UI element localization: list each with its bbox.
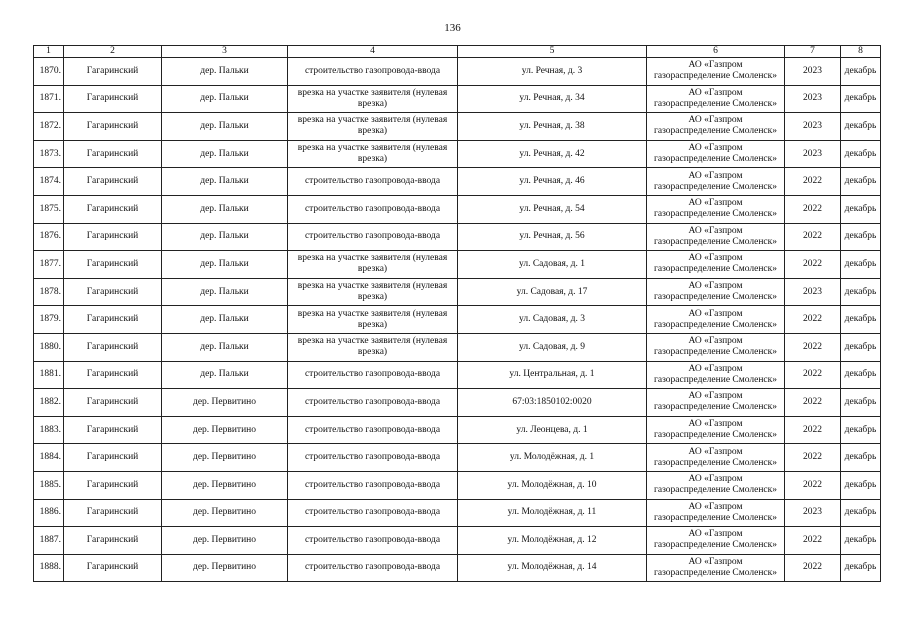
address-cell: ул. Садовая, д. 1: [458, 251, 647, 279]
work-type-cell: врезка на участке заявителя (нулевая врезка): [288, 85, 458, 113]
district-cell: Гагаринский: [64, 416, 162, 444]
year-cell: 2023: [785, 113, 841, 141]
district-cell: Гагаринский: [64, 195, 162, 223]
row-number-cell: 1888.: [34, 554, 64, 582]
organization-cell: АО «Газпром газораспределение Смоленск»: [647, 361, 785, 389]
address-cell: 67:03:1850102:0020: [458, 389, 647, 417]
work-type-cell: строительство газопровода-ввода: [288, 527, 458, 555]
table-body: [34, 58, 881, 582]
settlement-cell: дер. Первитино: [162, 499, 288, 527]
year-cell: 2023: [785, 499, 841, 527]
work-type-cell: врезка на участке заявителя (нулевая врезка): [288, 306, 458, 334]
table-row: [34, 333, 881, 361]
month-cell: декабрь: [841, 223, 881, 251]
row-number-cell: 1872.: [34, 113, 64, 141]
year-cell: 2022: [785, 361, 841, 389]
organization-cell: АО «Газпром газораспределение Смоленск»: [647, 58, 785, 86]
organization-cell: АО «Газпром газораспределение Смоленск»: [647, 554, 785, 582]
district-cell: Гагаринский: [64, 361, 162, 389]
header-row: [34, 46, 881, 58]
work-type-cell: врезка на участке заявителя (нулевая врезка): [288, 113, 458, 141]
address-cell: ул. Садовая, д. 17: [458, 278, 647, 306]
district-cell: Гагаринский: [64, 471, 162, 499]
work-type-cell: врезка на участке заявителя (нулевая врезка): [288, 333, 458, 361]
column-header: 1: [34, 46, 64, 58]
row-number-cell: 1884.: [34, 444, 64, 472]
district-cell: Гагаринский: [64, 278, 162, 306]
address-cell: ул. Речная, д. 42: [458, 140, 647, 168]
address-cell: ул. Молодёжная, д. 1: [458, 444, 647, 472]
settlement-cell: дер. Первитино: [162, 554, 288, 582]
settlement-cell: дер. Пальки: [162, 168, 288, 196]
month-cell: декабрь: [841, 140, 881, 168]
organization-cell: АО «Газпром газораспределение Смоленск»: [647, 195, 785, 223]
settlement-cell: дер. Пальки: [162, 113, 288, 141]
month-cell: декабрь: [841, 251, 881, 279]
work-type-cell: врезка на участке заявителя (нулевая врезка): [288, 278, 458, 306]
organization-cell: АО «Газпром газораспределение Смоленск»: [647, 444, 785, 472]
settlement-cell: дер. Пальки: [162, 361, 288, 389]
organization-cell: АО «Газпром газораспределение Смоленск»: [647, 223, 785, 251]
year-cell: 2022: [785, 389, 841, 417]
column-header: 3: [162, 46, 288, 58]
year-cell: 2022: [785, 251, 841, 279]
row-number-cell: 1871.: [34, 85, 64, 113]
work-type-cell: строительство газопровода-ввода: [288, 444, 458, 472]
address-cell: ул. Речная, д. 34: [458, 85, 647, 113]
table-row: [34, 527, 881, 555]
settlement-cell: дер. Первитино: [162, 389, 288, 417]
district-cell: Гагаринский: [64, 527, 162, 555]
month-cell: декабрь: [841, 58, 881, 86]
month-cell: декабрь: [841, 554, 881, 582]
settlement-cell: дер. Пальки: [162, 58, 288, 86]
page-number: 136: [444, 22, 461, 34]
work-type-cell: строительство газопровода-ввода: [288, 58, 458, 86]
month-cell: декабрь: [841, 306, 881, 334]
settlement-cell: дер. Пальки: [162, 223, 288, 251]
organization-cell: АО «Газпром газораспределение Смоленск»: [647, 113, 785, 141]
table-row: [34, 113, 881, 141]
organization-cell: АО «Газпром газораспределение Смоленск»: [647, 85, 785, 113]
organization-cell: АО «Газпром газораспределение Смоленск»: [647, 306, 785, 334]
table-row: [34, 444, 881, 472]
table-row: [34, 278, 881, 306]
district-cell: Гагаринский: [64, 306, 162, 334]
month-cell: декабрь: [841, 168, 881, 196]
settlement-cell: дер. Первитино: [162, 527, 288, 555]
row-number-cell: 1877.: [34, 251, 64, 279]
district-cell: Гагаринский: [64, 85, 162, 113]
work-type-cell: строительство газопровода-ввода: [288, 195, 458, 223]
table-row: [34, 140, 881, 168]
organization-cell: АО «Газпром газораспределение Смоленск»: [647, 278, 785, 306]
year-cell: 2022: [785, 306, 841, 334]
month-cell: декабрь: [841, 389, 881, 417]
work-type-cell: строительство газопровода-ввода: [288, 554, 458, 582]
organization-cell: АО «Газпром газораспределение Смоленск»: [647, 140, 785, 168]
address-cell: ул. Садовая, д. 3: [458, 306, 647, 334]
row-number-cell: 1882.: [34, 389, 64, 417]
district-cell: Гагаринский: [64, 251, 162, 279]
organization-cell: АО «Газпром газораспределение Смоленск»: [647, 333, 785, 361]
address-cell: ул. Молодёжная, д. 14: [458, 554, 647, 582]
district-cell: Гагаринский: [64, 140, 162, 168]
settlement-cell: дер. Первитино: [162, 471, 288, 499]
organization-cell: АО «Газпром газораспределение Смоленск»: [647, 527, 785, 555]
work-type-cell: врезка на участке заявителя (нулевая врезка): [288, 140, 458, 168]
year-cell: 2023: [785, 58, 841, 86]
address-cell: ул. Речная, д. 46: [458, 168, 647, 196]
address-cell: ул. Речная, д. 38: [458, 113, 647, 141]
work-type-cell: строительство газопровода-ввода: [288, 361, 458, 389]
table-row: [34, 251, 881, 279]
address-cell: ул. Молодёжная, д. 10: [458, 471, 647, 499]
column-header: 5: [458, 46, 647, 58]
settlement-cell: дер. Пальки: [162, 333, 288, 361]
row-number-cell: 1885.: [34, 471, 64, 499]
row-number-cell: 1873.: [34, 140, 64, 168]
district-cell: Гагаринский: [64, 389, 162, 417]
table-row: [34, 361, 881, 389]
year-cell: 2022: [785, 444, 841, 472]
district-cell: Гагаринский: [64, 499, 162, 527]
column-header: 6: [647, 46, 785, 58]
year-cell: 2022: [785, 223, 841, 251]
month-cell: декабрь: [841, 278, 881, 306]
month-cell: декабрь: [841, 113, 881, 141]
district-cell: Гагаринский: [64, 168, 162, 196]
row-number-cell: 1886.: [34, 499, 64, 527]
settlement-cell: дер. Пальки: [162, 195, 288, 223]
organization-cell: АО «Газпром газораспределение Смоленск»: [647, 168, 785, 196]
district-cell: Гагаринский: [64, 444, 162, 472]
month-cell: декабрь: [841, 444, 881, 472]
column-header: 8: [841, 46, 881, 58]
table-row: [34, 168, 881, 196]
table-row: [34, 195, 881, 223]
month-cell: декабрь: [841, 361, 881, 389]
row-number-cell: 1875.: [34, 195, 64, 223]
year-cell: 2022: [785, 168, 841, 196]
row-number-cell: 1887.: [34, 527, 64, 555]
district-cell: Гагаринский: [64, 58, 162, 86]
organization-cell: АО «Газпром газораспределение Смоленск»: [647, 251, 785, 279]
district-cell: Гагаринский: [64, 113, 162, 141]
work-type-cell: строительство газопровода-ввода: [288, 223, 458, 251]
year-cell: 2023: [785, 85, 841, 113]
month-cell: декабрь: [841, 195, 881, 223]
column-header: 4: [288, 46, 458, 58]
data-table: [33, 45, 881, 582]
work-type-cell: строительство газопровода-ввода: [288, 471, 458, 499]
table-row: [34, 416, 881, 444]
table-row: [34, 389, 881, 417]
address-cell: ул. Центральная, д. 1: [458, 361, 647, 389]
row-number-cell: 1879.: [34, 306, 64, 334]
address-cell: ул. Леонцева, д. 1: [458, 416, 647, 444]
month-cell: декабрь: [841, 416, 881, 444]
settlement-cell: дер. Первитино: [162, 444, 288, 472]
settlement-cell: дер. Пальки: [162, 278, 288, 306]
address-cell: ул. Речная, д. 54: [458, 195, 647, 223]
work-type-cell: врезка на участке заявителя (нулевая врезка): [288, 251, 458, 279]
table-row: [34, 223, 881, 251]
table-row: [34, 471, 881, 499]
organization-cell: АО «Газпром газораспределение Смоленск»: [647, 471, 785, 499]
year-cell: 2022: [785, 471, 841, 499]
data-table-container: [33, 45, 881, 582]
row-number-cell: 1880.: [34, 333, 64, 361]
month-cell: декабрь: [841, 499, 881, 527]
table-row: [34, 306, 881, 334]
settlement-cell: дер. Пальки: [162, 85, 288, 113]
year-cell: 2022: [785, 527, 841, 555]
table-row: [34, 554, 881, 582]
district-cell: Гагаринский: [64, 223, 162, 251]
settlement-cell: дер. Пальки: [162, 140, 288, 168]
settlement-cell: дер. Пальки: [162, 306, 288, 334]
row-number-cell: 1878.: [34, 278, 64, 306]
row-number-cell: 1881.: [34, 361, 64, 389]
work-type-cell: строительство газопровода-ввода: [288, 168, 458, 196]
year-cell: 2023: [785, 140, 841, 168]
table-row: [34, 499, 881, 527]
address-cell: ул. Молодёжная, д. 11: [458, 499, 647, 527]
column-header: 2: [64, 46, 162, 58]
row-number-cell: 1883.: [34, 416, 64, 444]
district-cell: Гагаринский: [64, 333, 162, 361]
month-cell: декабрь: [841, 471, 881, 499]
settlement-cell: дер. Пальки: [162, 251, 288, 279]
row-number-cell: 1870.: [34, 58, 64, 86]
district-cell: Гагаринский: [64, 554, 162, 582]
work-type-cell: строительство газопровода-ввода: [288, 416, 458, 444]
year-cell: 2022: [785, 416, 841, 444]
year-cell: 2022: [785, 554, 841, 582]
address-cell: ул. Садовая, д. 9: [458, 333, 647, 361]
organization-cell: АО «Газпром газораспределение Смоленск»: [647, 499, 785, 527]
table-row: [34, 85, 881, 113]
address-cell: ул. Речная, д. 56: [458, 223, 647, 251]
year-cell: 2023: [785, 278, 841, 306]
organization-cell: АО «Газпром газораспределение Смоленск»: [647, 416, 785, 444]
month-cell: декабрь: [841, 85, 881, 113]
table-row: [34, 58, 881, 86]
row-number-cell: 1876.: [34, 223, 64, 251]
work-type-cell: строительство газопровода-ввода: [288, 389, 458, 417]
row-number-cell: 1874.: [34, 168, 64, 196]
month-cell: декабрь: [841, 527, 881, 555]
month-cell: декабрь: [841, 333, 881, 361]
address-cell: ул. Речная, д. 3: [458, 58, 647, 86]
year-cell: 2022: [785, 333, 841, 361]
organization-cell: АО «Газпром газораспределение Смоленск»: [647, 389, 785, 417]
year-cell: 2022: [785, 195, 841, 223]
column-header: 7: [785, 46, 841, 58]
work-type-cell: строительство газопровода-ввода: [288, 499, 458, 527]
address-cell: ул. Молодёжная, д. 12: [458, 527, 647, 555]
settlement-cell: дер. Первитино: [162, 416, 288, 444]
